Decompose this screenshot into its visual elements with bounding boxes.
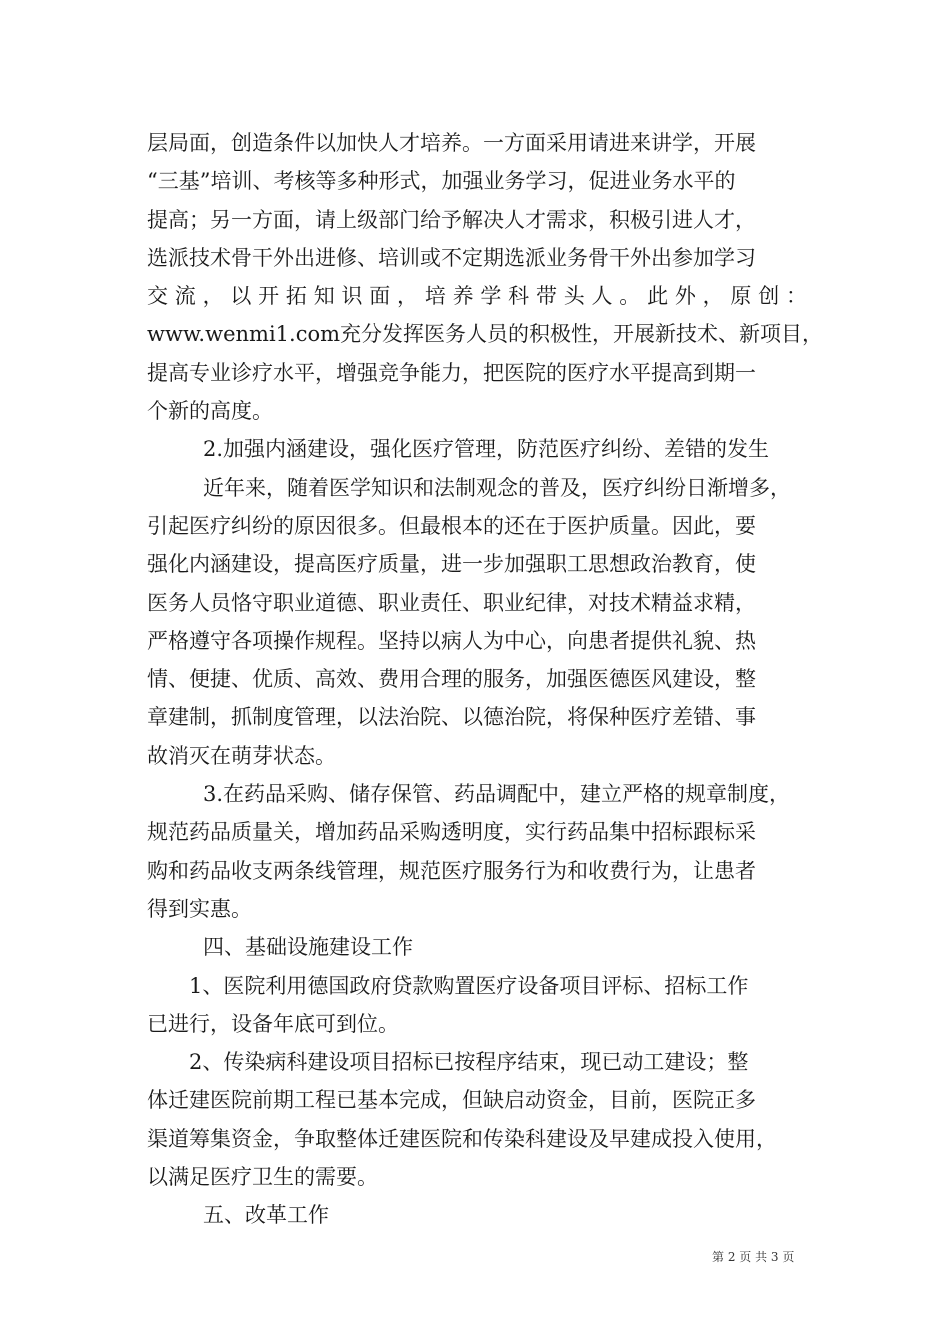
body-line: 交流，以开拓知识面，培养学科带头人。此外，原创： (147, 284, 807, 309)
body-line: “三基”培训、考核等多种形式，加强业务学习，促进业务水平的 (147, 169, 736, 194)
body-line: 章建制，抓制度管理，以法治院、以德治院，将保种医疗差错、事 (147, 705, 756, 730)
body-line: www.wenmi1.com充分发挥医务人员的积极性，开展新技术、新项目， (147, 322, 824, 347)
body-line: 个新的高度。 (147, 399, 273, 424)
body-line: 3.在药品采购、储存保管、药品调配中，建立严格的规章制度， (203, 782, 791, 807)
body-line: 已进行，设备年底可到位。 (147, 1011, 399, 1036)
body-line: 得到实惠。 (147, 896, 252, 921)
body-line: 引起医疗纠纷的原因很多。但最根本的还在于医护质量。因此，要 (147, 513, 756, 538)
body-line: 层局面，创造条件以加快人才培养。一方面采用请进来讲学，开展 (147, 131, 756, 155)
page-number: 第 2 页 共 3 页 (712, 1250, 795, 1264)
body-line: 故消灭在萌芽状态。 (147, 743, 336, 768)
body-line: 体迁建医院前期工程已基本完成，但缺启动资金，目前，医院正多 (147, 1088, 756, 1113)
section-heading: 2.加强内涵建设，强化医疗管理，防范医疗纠纷、差错的发生 (203, 437, 770, 462)
body-line: 强化内涵建设，提高医疗质量，进一步加强职工思想政治教育，使 (147, 552, 756, 577)
body-line: 1、医院利用德国政府贷款购置医疗设备项目评标、招标工作 (189, 973, 749, 998)
body-line: 近年来，随着医学知识和法制观念的普及，医疗纠纷日渐增多， (203, 475, 791, 500)
body-line: 提高；另一方面，请上级部门给予解决人才需求，积极引进人才， (147, 207, 756, 232)
body-line: 以满足医疗卫生的需要。 (147, 1165, 378, 1190)
body-line: 2、传染病科建设项目招标已按程序结束，现已动工建设；整 (189, 1050, 749, 1075)
body-line: 提高专业诊疗水平，增强竞争能力，把医院的医疗水平提高到期一 (147, 360, 756, 385)
body-line: 严格遵守各项操作规程。坚持以病人为中心，向患者提供礼貌、热 (147, 628, 756, 653)
body-line: 规范药品质量关，增加药品采购透明度，实行药品集中招标跟标采 (147, 820, 756, 845)
body-line: 医务人员恪守职业道德、职业责任、职业纪律，对技术精益求精， (147, 590, 756, 615)
body-line: 情、便捷、优质、高效、费用合理的服务，加强医德医风建设，整 (147, 667, 756, 692)
section-heading: 四、基础设施建设工作 (203, 935, 413, 960)
document-body (147, 124, 824, 1235)
section-heading: 五、改革工作 (203, 1203, 329, 1228)
body-line: 购和药品收支两条线管理，规范医疗服务行为和收费行为，让患者 (147, 858, 756, 883)
body-line: 渠道筹集资金，争取整体迁建医院和传染科建设及早建成投入使用， (147, 1126, 777, 1151)
body-line: 选派技术骨干外出进修、培训或不定期选派业务骨干外出参加学习 (147, 245, 756, 270)
